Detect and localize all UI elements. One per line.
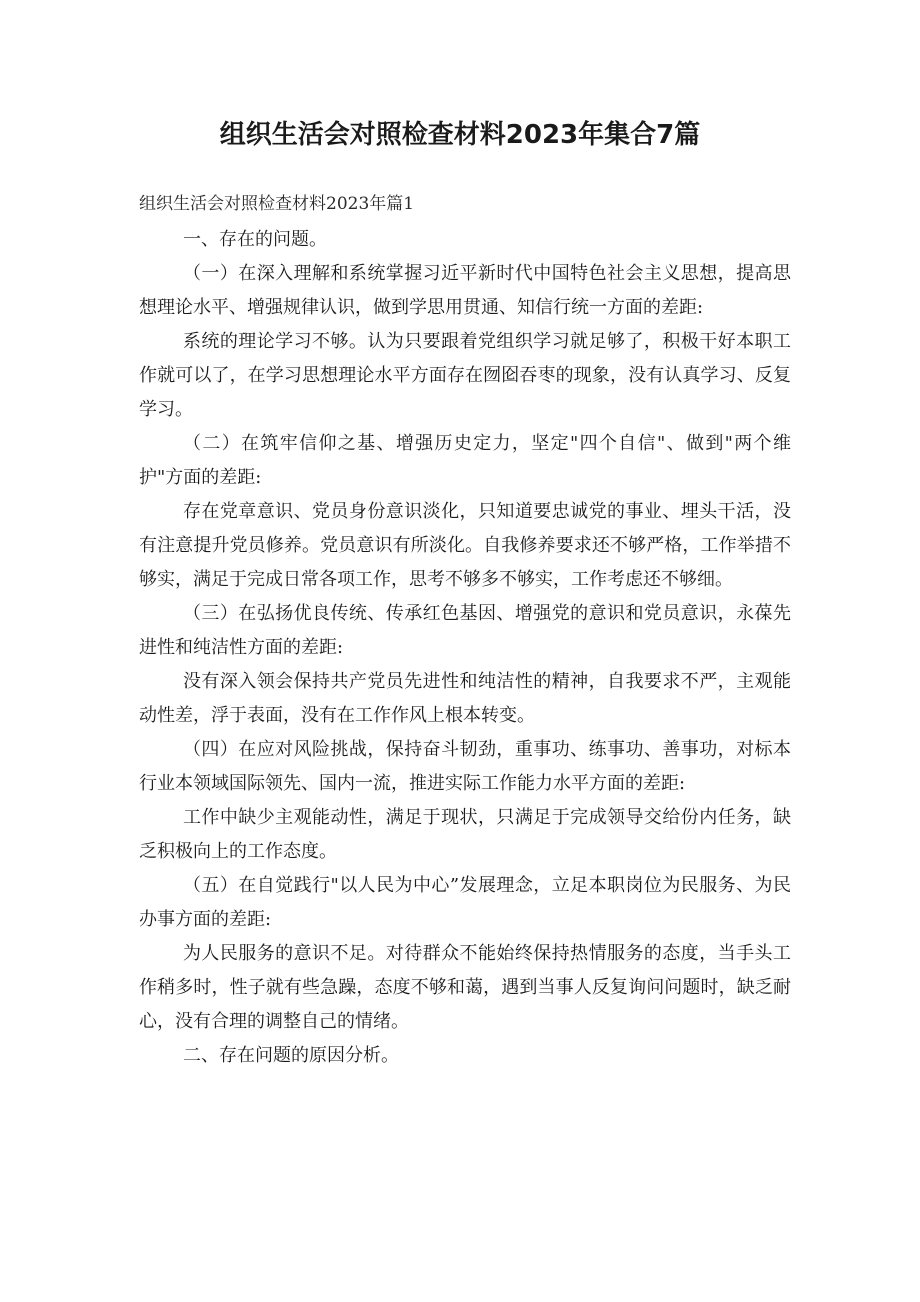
- item-body: 存在党章意识、党员身份意识淡化，只知道要忠诚党的事业、埋头干活，没有注意提升党员修养。党员意识有所淡化。自我修养要求还不够严格，工作举措不够实，满足于完成日常各项工作，思考不够多不够实，工作考虑还不够细。: [139, 501, 791, 590]
- item-body: 没有深入领会保持共产党员先进性和纯洁性的精神，自我要求不严，主观能动性差，浮于表面，没有在工作作风上根本转变。: [139, 671, 791, 726]
- section-heading: 二、存在问题的原因分析。: [183, 1045, 399, 1066]
- section-heading: 一、存在的问题。: [183, 229, 327, 250]
- article-heading: 组织生活会对照检查材料2023年篇1: [139, 194, 415, 214]
- document-body: [139, 223, 791, 1073]
- item-body: 系统的理论学习不够。认为只要跟着党组织学习就足够了，积极干好本职工作就可以了，在学习思想理论水平方面存在囫囵吞枣的现象，没有认真学习、反复学习。: [139, 331, 791, 420]
- item-body: 为人民服务的意识不足。对待群众不能始终保持热情服务的态度，当手头工作稍多时，性子就有些急躁，态度不够和蔼，遇到当事人反复询问问题时，缺乏耐心，没有合理的调整自己的情绪。: [139, 943, 791, 1032]
- item-heading: （三）在弘扬优良传统、传承红色基因、增强党的意识和党员意识，永葆先进性和纯洁性方面的差距:: [139, 603, 791, 658]
- item-heading: （二）在筑牢信仰之基、增强历史定力，坚定"四个自信"、做到"两个维护"方面的差距:: [139, 433, 791, 488]
- item-heading: （五）在自觉践行"以人民为中心”发展理念，立足本职岗位为民服务、为民办事方面的差距:: [139, 875, 791, 930]
- item-heading: （一）在深入理解和系统掌握习近平新时代中国特色社会主义思想，提高思想理论水平、增强规律认识，做到学思用贯通、知信行统一方面的差距:: [139, 263, 791, 318]
- item-body: 工作中缺少主观能动性，满足于现状，只满足于完成领导交给份内任务，缺乏积极向上的工作态度。: [139, 807, 791, 862]
- item-heading: （四）在应对风险挑战，保持奋斗韧劲，重事功、练事功、善事功，对标本行业本领域国际领先、国内一流，推进实际工作能力水平方面的差距:: [139, 739, 791, 794]
- document-title: 组织生活会对照检查材料2023年集合7篇: [219, 120, 701, 150]
